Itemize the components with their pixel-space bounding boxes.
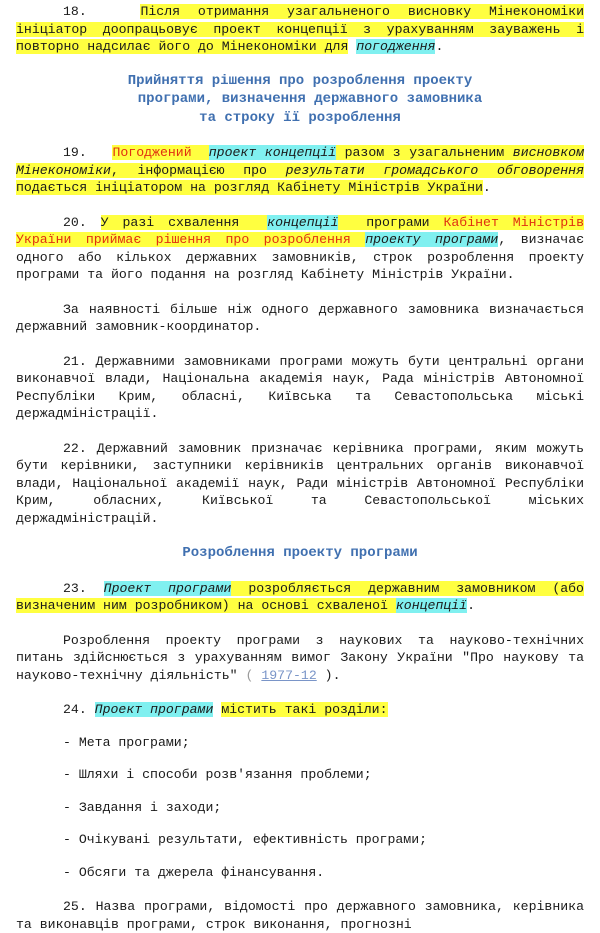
- highlighted-text: Після отримання узагальненого висновку Мінекономіки ініціатор доопрацьовує проект концепції з урахуванням зауважень і повторно надсилає його до Мінекономіки для: [16, 4, 584, 54]
- red-highlight: Погоджений: [112, 145, 192, 160]
- paragraph-18: [16, 3, 584, 56]
- paragraph-21: 21. Державними замовниками програми можуть бути центральні органи виконавчої влади, Національна академія наук, Рада міністрів Автономної Республіки Крим, обласні, Київська та Севастопольська міські держадміністрації.: [16, 353, 584, 421]
- term-highlight: проект концепції: [208, 145, 337, 160]
- item-number: 19.: [63, 145, 87, 160]
- list-item: - Мета програми;: [63, 734, 190, 750]
- punct: .: [482, 180, 491, 195]
- paragraph-23b: [16, 632, 584, 685]
- punct: .: [467, 598, 476, 613]
- item-number: 20.: [63, 214, 87, 230]
- term-highlight: концепції: [395, 598, 468, 613]
- heading-line: та строку її розроблення: [199, 109, 401, 126]
- list-item: - Завдання і заходи;: [63, 799, 222, 815]
- list-item: - Шляхи і способи розв'язання проблеми;: [63, 767, 372, 782]
- law-link[interactable]: 1977-12: [261, 667, 317, 683]
- section-heading-2: Розроблення проекту програми: [182, 545, 418, 561]
- section-list: [16, 734, 584, 882]
- paragraph-19: [16, 144, 584, 197]
- paragraph-20b: За наявності більше ніж одного державного замовника визначається державний замовник-координатор.: [16, 301, 584, 334]
- term-highlight: Проект програми: [103, 580, 232, 596]
- paragraph-25: 25. Назва програми, відомості про державного замовника, керівника та виконавців програми, строк виконання, прогнозні: [16, 899, 584, 932]
- punct: ).: [316, 667, 341, 683]
- highlighted-text: , інформацією про: [110, 162, 267, 178]
- red-highlight: Кабінет Міністрів України приймає рішення про розроблення: [16, 214, 585, 247]
- paragraph-23: [16, 580, 584, 615]
- highlighted-text: разом з узагальненим: [344, 145, 505, 160]
- list-item: - Очікувані результати, ефективність програми;: [63, 832, 428, 847]
- term-highlight: Проект програми: [94, 702, 214, 717]
- term-highlight: погодження: [356, 39, 436, 54]
- item-number: 18.: [63, 4, 87, 19]
- term-highlight: проекту програми: [365, 232, 499, 247]
- paragraph-22: 22. Державний замовник призначає керівника програми, яким можуть бути керівники, заступники керівників центральних органів виконавчої влади, Національної академії наук, Ради міністрів Автономної Республіки Крим, обласних, Київської та Севастопольської міських держадміністрацій.: [16, 440, 584, 526]
- item-number: 23.: [63, 580, 87, 596]
- text: Розроблення проекту програми з наукових та науково-технічних питань здійснюється з урахуванням вимог Закону України "Про наукову та науково-технічну діяльність": [16, 632, 584, 683]
- paragraph-20: [16, 214, 584, 284]
- punct: .: [435, 39, 444, 54]
- term-highlight: концепції: [267, 214, 339, 230]
- document: [16, 0, 584, 933]
- highlighted-text: розробляється державним замовником (або визначеним ним розробником) на основі схваленої: [16, 580, 584, 613]
- highlighted-text: У разі схвалення: [100, 214, 240, 230]
- italic-term: висновком Мінекономіки: [16, 145, 585, 178]
- text: , визначає одного або кількох державних замовників, строк розроблення проекту програми та його подання на розгляд Кабінету Міністрів України.: [16, 232, 585, 282]
- heading-line: Прийняття рішення про розроблення проекту: [127, 72, 473, 89]
- highlighted-text: програми: [366, 214, 430, 230]
- heading-line: програми, визначення державного замовника: [137, 91, 483, 107]
- item-number: 24.: [63, 702, 87, 717]
- highlighted-text: містить такі розділи:: [221, 702, 388, 717]
- paragraph-24: [16, 701, 584, 719]
- punct: (: [237, 667, 262, 683]
- italic-term: результати громадського обговорення: [285, 162, 584, 178]
- section-heading-1: [16, 72, 584, 128]
- highlighted-text: подається ініціатором на розгляд Кабінету Міністрів України: [16, 180, 483, 195]
- list-item: - Обсяги та джерела фінансування.: [63, 864, 325, 880]
